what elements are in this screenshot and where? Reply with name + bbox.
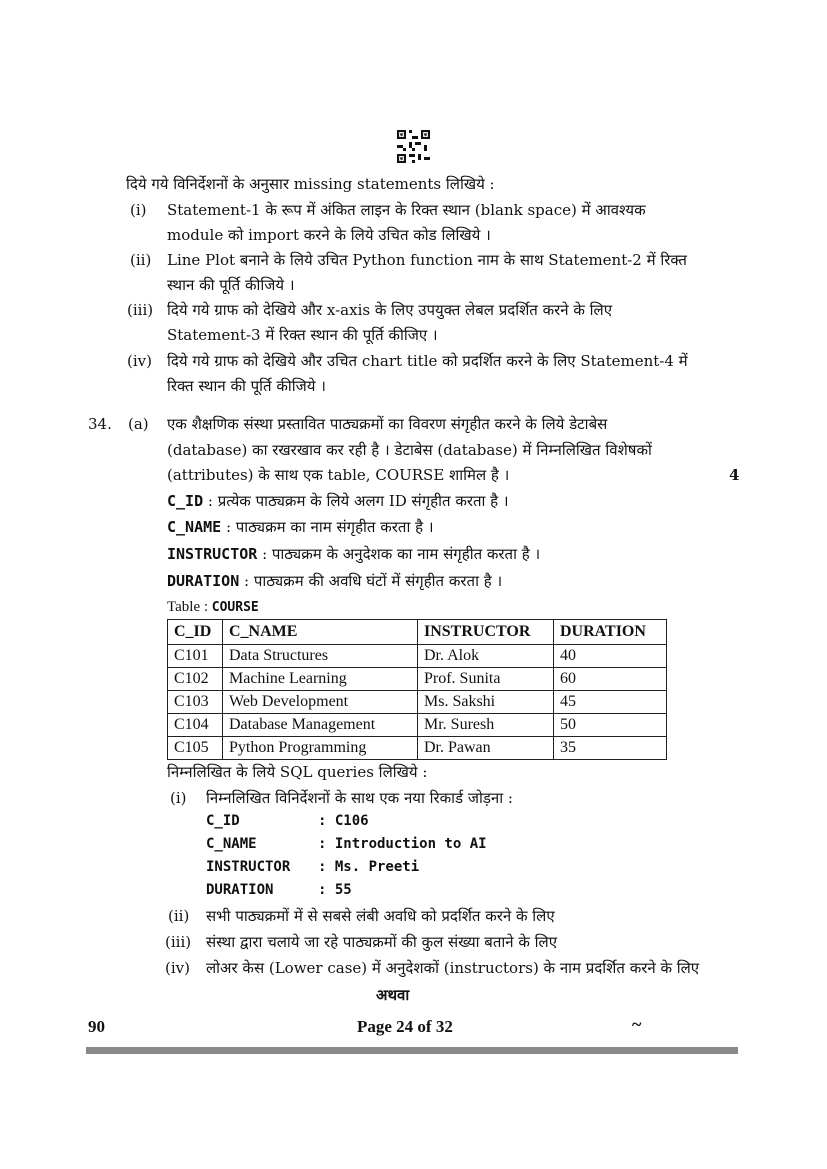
record-key: DURATION	[206, 882, 274, 898]
table-caption	[167, 594, 259, 621]
table-cell: Ms. Sakshi	[418, 691, 554, 714]
attr-desc: : पाठ्यक्रम की अवधि घंटों में संगृहीत करता है ।	[239, 572, 503, 590]
table-row	[168, 645, 667, 668]
record-value: : Ms. Preeti	[318, 859, 420, 875]
q34-part-a: (a)	[128, 415, 149, 433]
record-key: INSTRUCTOR	[206, 859, 291, 875]
table-cell: C104	[168, 714, 223, 737]
sub-iv-num: (iv)	[165, 959, 190, 977]
record-value: : C106	[318, 813, 369, 829]
footer-page-number: Page 24 of 32	[357, 1017, 453, 1036]
table-cell: C105	[168, 737, 223, 760]
q33-item-ii-line1: Line Plot बनाने के लिये उचित Python function नाम के साथ Statement-2 में रिक्त	[167, 251, 687, 269]
sql-intro: निम्नलिखित के लिये SQL queries लिखिये :	[167, 763, 428, 781]
table-header-cell: INSTRUCTOR	[418, 620, 554, 645]
table-cell: Prof. Sunita	[418, 668, 554, 691]
table-cell: C101	[168, 645, 223, 668]
sub-i-text: निम्नलिखित विनिर्देशनों के साथ एक नया रिकार्ड जोड़ना :	[206, 789, 513, 807]
q34-number: 34.	[88, 415, 112, 433]
footer-code: 90	[88, 1017, 105, 1036]
q33-item-iv-line1: दिये गये ग्राफ को देखिये और उचित chart title को प्रदर्शित करने के लिए Statement-4 में	[167, 352, 688, 370]
attr-key: C_ID	[167, 492, 204, 510]
footer-mark: ~	[632, 1014, 642, 1034]
record-value: : 55	[318, 882, 352, 898]
table-cell: 45	[554, 691, 667, 714]
q34-intro-line2: (database) का रखरखाव कर रही है । डेटाबेस (database) में निम्नलिखित विशेषकों	[167, 441, 652, 459]
q34-marks: 4	[729, 466, 740, 484]
table-header-cell: C_ID	[168, 620, 223, 645]
table-cell: 60	[554, 668, 667, 691]
q33-intro: दिये गये विनिर्देशनों के अनुसार missing statements लिखिये :	[126, 175, 495, 193]
table-caption-name: COURSE	[211, 600, 259, 615]
or-separator: अथवा	[376, 986, 410, 1004]
q34-intro-line1: एक शैक्षणिक संस्था प्रस्तावित पाठ्यक्रमों का विवरण संगृहीत करने के लिये डेटाबेस	[167, 415, 608, 433]
sub-iii-num: (iii)	[165, 933, 192, 951]
attr-c-name	[167, 514, 434, 540]
attr-instructor	[167, 541, 540, 567]
table-header-row	[168, 620, 667, 645]
attr-duration	[167, 568, 502, 594]
record-value: : Introduction to AI	[318, 836, 487, 852]
table-header-cell: DURATION	[554, 620, 667, 645]
sub-iii-text: संस्था द्वारा चलाये जा रहे पाठ्यक्रमों की कुल संख्या बताने के लिए	[206, 933, 558, 951]
attr-desc: : पाठ्यक्रम के अनुदेशक का नाम संगृहीत करता है ।	[257, 545, 541, 563]
table-cell: Machine Learning	[223, 668, 418, 691]
sub-iv-text: लोअर केस (Lower case) में अनुदेशकों (instructors) के नाम प्रदर्शित करने के लिए	[206, 959, 700, 977]
attr-key: INSTRUCTOR	[167, 545, 258, 563]
table-row	[168, 737, 667, 760]
table-cell: 35	[554, 737, 667, 760]
sub-i-num: (i)	[170, 789, 187, 807]
record-key: C_NAME	[206, 836, 257, 852]
q33-item-i-line1: Statement-1 के रूप में अंकित लाइन के रिक्त स्थान (blank space) में आवश्यक	[167, 201, 646, 219]
table-cell: C102	[168, 668, 223, 691]
table-cell: Database Management	[223, 714, 418, 737]
q33-item-iii-num: (iii)	[127, 301, 154, 319]
attr-key: C_NAME	[167, 518, 222, 536]
q34-intro-line3: (attributes) के साथ एक table, COURSE शामिल है ।	[167, 466, 510, 484]
q33-item-i-line2: module को import करने के लिये उचित कोड लिखिये ।	[167, 226, 491, 244]
table-cell: 40	[554, 645, 667, 668]
table-row	[168, 714, 667, 737]
attr-c-id	[167, 488, 509, 514]
sub-ii-text: सभी पाठ्यक्रमों में से सबसे लंबी अवधि को प्रदर्शित करने के लिए	[206, 907, 555, 925]
q33-item-iii-line2: Statement-3 में रिक्त स्थान की पूर्ति कीजिए ।	[167, 326, 438, 344]
table-cell: Web Development	[223, 691, 418, 714]
sub-ii-num: (ii)	[168, 907, 190, 925]
table-row	[168, 691, 667, 714]
table-cell: 50	[554, 714, 667, 737]
table-cell: Data Structures	[223, 645, 418, 668]
q33-item-ii-num: (ii)	[130, 251, 152, 269]
table-header-cell: C_NAME	[223, 620, 418, 645]
table-cell: Dr. Alok	[418, 645, 554, 668]
q33-item-ii-line2: स्थान की पूर्ति कीजिये ।	[167, 276, 295, 294]
course-table	[167, 619, 667, 760]
qr-code-icon	[397, 130, 430, 163]
table-cell: Mr. Suresh	[418, 714, 554, 737]
q33-item-iii-line1: दिये गये ग्राफ को देखिये और x-axis के लिए उपयुक्त लेबल प्रदर्शित करने के लिए	[167, 301, 613, 319]
table-caption-label: Table :	[167, 599, 212, 615]
q33-item-i-num: (i)	[130, 201, 147, 219]
attr-desc: : प्रत्येक पाठ्यक्रम के लिये अलग ID संगृहीत करता है ।	[203, 492, 509, 510]
q33-item-iv-num: (iv)	[127, 352, 152, 370]
table-cell: C103	[168, 691, 223, 714]
table-cell: Python Programming	[223, 737, 418, 760]
table-row	[168, 668, 667, 691]
table-cell: Dr. Pawan	[418, 737, 554, 760]
attr-key: DURATION	[167, 572, 240, 590]
record-key: C_ID	[206, 813, 240, 829]
attr-desc: : पाठ्यक्रम का नाम संगृहीत करता है ।	[221, 518, 434, 536]
footer-divider	[86, 1047, 738, 1054]
q33-item-iv-line2: रिक्त स्थान की पूर्ति कीजिये ।	[167, 377, 326, 395]
